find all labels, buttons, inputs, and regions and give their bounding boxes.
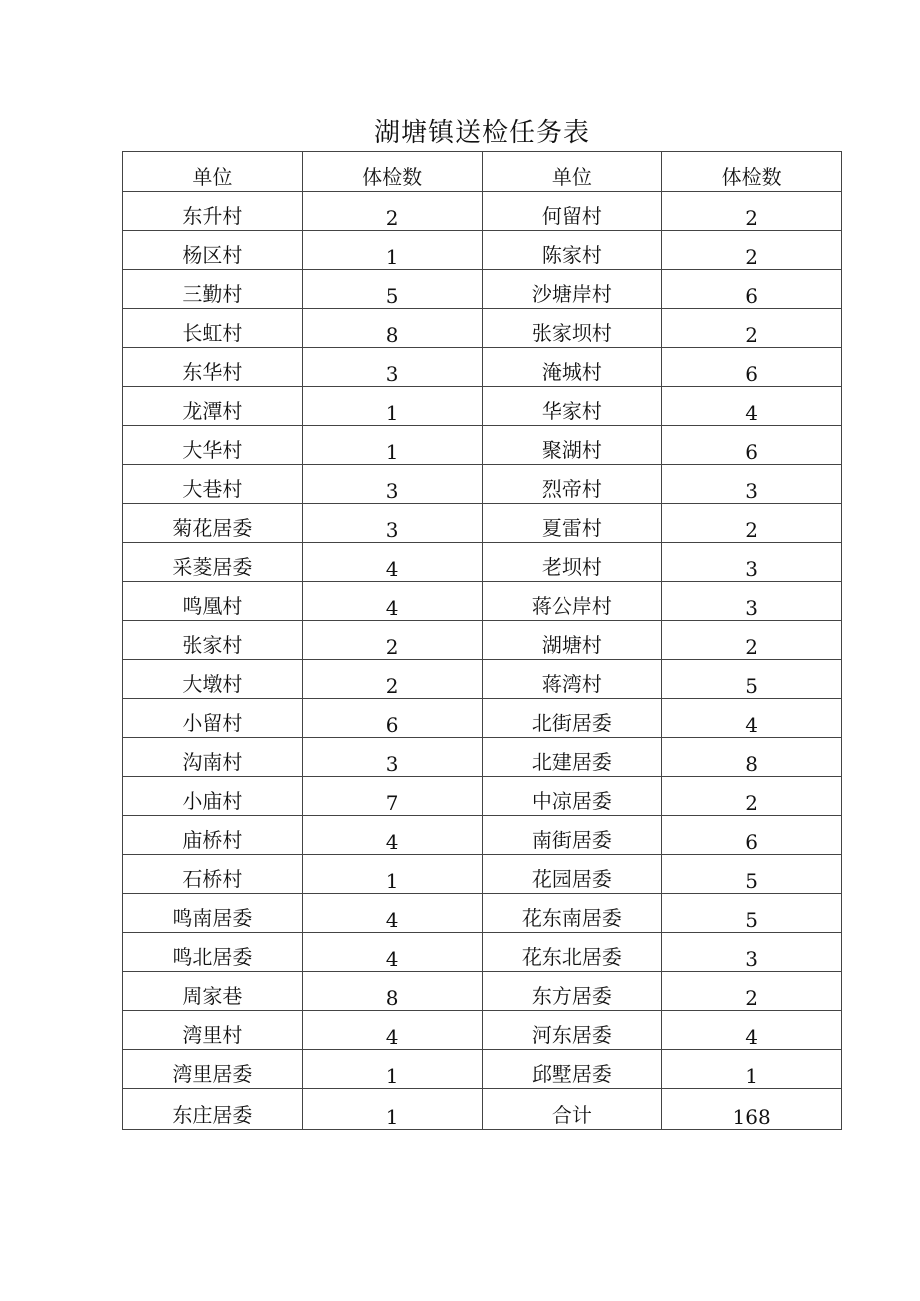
- table-row: [123, 426, 842, 465]
- table-cell-unit: 烈帝村: [482, 465, 662, 504]
- table-row: [123, 582, 842, 621]
- page-title: 湖塘镇送检任务表: [373, 118, 590, 148]
- table-cell-count: 6: [662, 426, 842, 465]
- table-cell-unit: 菊花居委: [123, 504, 303, 543]
- table-cell-count: 6: [662, 348, 842, 387]
- table-cell-unit: 湾里村: [123, 1011, 303, 1050]
- total-label: 合计: [482, 1089, 662, 1130]
- table-row: [123, 465, 842, 504]
- table-cell-unit: 华家村: [482, 387, 662, 426]
- table-cell-unit: 长虹村: [123, 309, 303, 348]
- table-cell-unit: 蒋湾村: [482, 660, 662, 699]
- table-row: [123, 738, 842, 777]
- table-cell-count: 2: [662, 192, 842, 231]
- table-row: [123, 504, 842, 543]
- table-cell-count: 8: [662, 738, 842, 777]
- table-cell-unit: 夏雷村: [482, 504, 662, 543]
- table-cell-count: 5: [302, 270, 482, 309]
- table-row: [123, 192, 842, 231]
- table-cell-count: 1: [302, 1089, 482, 1130]
- table-body: [123, 192, 842, 1130]
- table-cell-unit: 东方居委: [482, 972, 662, 1011]
- table-row: [123, 660, 842, 699]
- table-row: [123, 777, 842, 816]
- table-row: [123, 270, 842, 309]
- table-cell-unit: 三勤村: [123, 270, 303, 309]
- table-cell-unit: 大墩村: [123, 660, 303, 699]
- table-cell-unit: 东华村: [123, 348, 303, 387]
- table-cell-count: 2: [302, 192, 482, 231]
- total-row: [123, 1089, 842, 1130]
- table-row: [123, 1050, 842, 1089]
- table-row: [123, 621, 842, 660]
- table-cell-count: 3: [302, 738, 482, 777]
- table-cell-count: 1: [302, 1050, 482, 1089]
- table-cell-count: 4: [302, 543, 482, 582]
- table-cell-count: 2: [302, 621, 482, 660]
- table-cell-unit: 邱墅居委: [482, 1050, 662, 1089]
- table-cell-count: 4: [302, 582, 482, 621]
- table-cell-unit: 东升村: [123, 192, 303, 231]
- table-cell-count: 1: [302, 387, 482, 426]
- table-cell-count: 4: [662, 387, 842, 426]
- table-cell-unit: 中凉居委: [482, 777, 662, 816]
- table-cell-count: 7: [302, 777, 482, 816]
- table-cell-unit: 张家坝村: [482, 309, 662, 348]
- table-cell-unit: 鸣南居委: [123, 894, 303, 933]
- table-cell-unit: 蒋公岸村: [482, 582, 662, 621]
- table-row: [123, 699, 842, 738]
- table-cell-count: 2: [662, 777, 842, 816]
- table-cell-count: 2: [662, 972, 842, 1011]
- table-cell-count: 2: [662, 621, 842, 660]
- table-cell-count: 1: [302, 231, 482, 270]
- table-cell-count: 4: [302, 816, 482, 855]
- table-cell-count: 3: [662, 543, 842, 582]
- table-cell-count: 2: [662, 504, 842, 543]
- table-row: [123, 816, 842, 855]
- header-unit-1: 单位: [123, 152, 303, 192]
- table-cell-unit: 花园居委: [482, 855, 662, 894]
- table-cell-unit: 小庙村: [123, 777, 303, 816]
- table-cell-count: 3: [302, 465, 482, 504]
- table-cell-unit: 何留村: [482, 192, 662, 231]
- table-row: [123, 543, 842, 582]
- table-cell-unit: 石桥村: [123, 855, 303, 894]
- table-cell-unit: 龙潭村: [123, 387, 303, 426]
- table-cell-unit: 北建居委: [482, 738, 662, 777]
- table-row: [123, 894, 842, 933]
- table-cell-unit: 大巷村: [123, 465, 303, 504]
- table-cell-count: 8: [302, 972, 482, 1011]
- table-cell-count: 5: [662, 855, 842, 894]
- table-cell-count: 4: [662, 699, 842, 738]
- table-cell-unit: 老坝村: [482, 543, 662, 582]
- table-cell-count: 2: [662, 231, 842, 270]
- table-cell-unit: 陈家村: [482, 231, 662, 270]
- table-cell-unit: 鸣凰村: [123, 582, 303, 621]
- table-cell-unit: 北街居委: [482, 699, 662, 738]
- table-cell-count: 5: [662, 894, 842, 933]
- table-cell-unit: 庙桥村: [123, 816, 303, 855]
- table-cell-unit: 河东居委: [482, 1011, 662, 1050]
- table-cell-unit: 沟南村: [123, 738, 303, 777]
- table-cell-unit: 鸣北居委: [123, 933, 303, 972]
- table-cell-unit: 花东北居委: [482, 933, 662, 972]
- table-cell-count: 6: [662, 270, 842, 309]
- table-cell-count: 4: [302, 933, 482, 972]
- table-row: [123, 933, 842, 972]
- table-cell-count: 4: [302, 894, 482, 933]
- table-cell-unit: 花东南居委: [482, 894, 662, 933]
- table-cell-count: 6: [302, 699, 482, 738]
- table-cell-unit: 周家巷: [123, 972, 303, 1011]
- table-cell-count: 8: [302, 309, 482, 348]
- table-cell-unit: 东庄居委: [123, 1089, 303, 1130]
- table-cell-unit: 淹城村: [482, 348, 662, 387]
- table-row: [123, 1011, 842, 1050]
- table-cell-unit: 沙塘岸村: [482, 270, 662, 309]
- table-row: [123, 348, 842, 387]
- table-cell-count: 3: [302, 504, 482, 543]
- table-cell-unit: 湖塘村: [482, 621, 662, 660]
- table-cell-count: 1: [302, 426, 482, 465]
- table-cell-count: 6: [662, 816, 842, 855]
- table-cell-unit: 采菱居委: [123, 543, 303, 582]
- table-cell-count: 4: [662, 1011, 842, 1050]
- table-cell-count: 1: [302, 855, 482, 894]
- table-cell-count: 3: [662, 933, 842, 972]
- header-count-2: 体检数: [662, 152, 842, 192]
- table-row: [123, 387, 842, 426]
- table-cell-unit: 张家村: [123, 621, 303, 660]
- table-cell-unit: 小留村: [123, 699, 303, 738]
- table-cell-count: 4: [302, 1011, 482, 1050]
- total-value: 168: [662, 1089, 842, 1130]
- header-row: [123, 152, 842, 192]
- table-cell-unit: 聚湖村: [482, 426, 662, 465]
- table-cell-count: 2: [302, 660, 482, 699]
- table-row: [123, 309, 842, 348]
- task-table: [122, 151, 842, 1130]
- table-row: [123, 231, 842, 270]
- table-cell-count: 3: [662, 582, 842, 621]
- table-cell-unit: 杨区村: [123, 231, 303, 270]
- header-count-1: 体检数: [302, 152, 482, 192]
- table-row: [123, 972, 842, 1011]
- table-cell-count: 3: [662, 465, 842, 504]
- table-cell-unit: 湾里居委: [123, 1050, 303, 1089]
- table-cell-count: 5: [662, 660, 842, 699]
- table-cell-unit: 大华村: [123, 426, 303, 465]
- header-unit-2: 单位: [482, 152, 662, 192]
- table-cell-count: 3: [302, 348, 482, 387]
- table-cell-count: 1: [662, 1050, 842, 1089]
- table-cell-unit: 南街居委: [482, 816, 662, 855]
- table-cell-count: 2: [662, 309, 842, 348]
- table-row: [123, 855, 842, 894]
